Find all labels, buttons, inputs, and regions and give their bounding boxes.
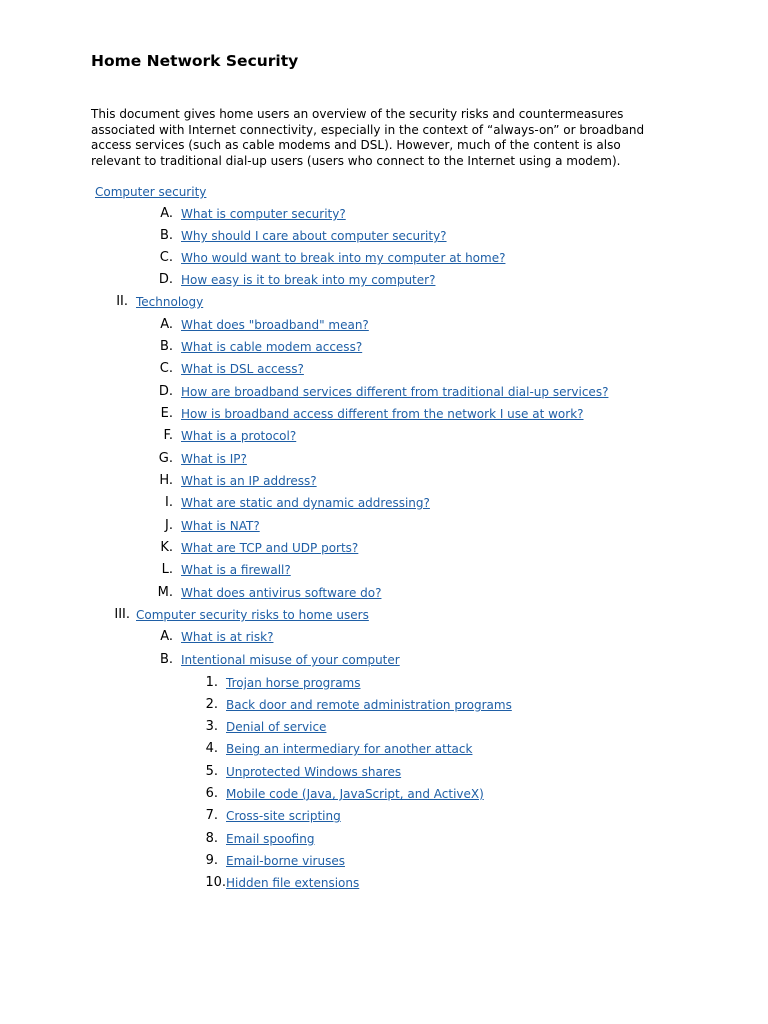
toc-item-marker: A.	[160, 206, 173, 221]
toc-subitem-link[interactable]: Back door and remote administration programs	[226, 698, 512, 712]
toc-subitem-link[interactable]: Unprotected Windows shares	[226, 765, 402, 779]
toc-item-link[interactable]: What does antivirus software do?	[181, 586, 382, 600]
toc-link-technology[interactable]: Technology	[136, 295, 204, 309]
toc-subitem-marker: 7.	[205, 808, 218, 823]
toc-item-marker: A.	[160, 317, 173, 332]
toc-item-marker: F.	[163, 428, 173, 443]
toc-item-marker: J.	[165, 518, 173, 533]
toc-item-link[interactable]: What is a protocol?	[181, 429, 297, 443]
toc-item-marker: D.	[158, 272, 173, 287]
toc-item-link[interactable]: How easy is it to break into my computer?	[181, 273, 436, 287]
intro-line: associated with Internet connectivity, especially in the context of “always-on” or broadband	[91, 122, 645, 137]
toc-link-risks[interactable]: Computer security risks to home users	[136, 608, 369, 622]
toc-item-link[interactable]: Who would want to break into my computer at home?	[181, 251, 506, 265]
toc-item-marker: B.	[159, 339, 173, 354]
toc-item-marker: C.	[159, 250, 173, 265]
toc-item-marker: K.	[160, 540, 173, 555]
toc-subitem-link[interactable]: Denial of service	[226, 720, 327, 734]
intro-line: This document gives home users an overview of the security risks and countermeasures	[91, 107, 624, 121]
toc-subitem-link[interactable]: Email-borne viruses	[226, 854, 345, 868]
toc-item-link[interactable]: What is NAT?	[181, 519, 260, 533]
toc-subitem-marker: 4.	[205, 741, 218, 756]
toc-link-computer-security[interactable]: Computer security	[95, 185, 207, 199]
toc-item-link[interactable]: What does "broadband" mean?	[181, 318, 369, 332]
intro-line: access services (such as cable modems and DSL). However, much of the content is also	[91, 138, 621, 152]
toc-subitem-link[interactable]: Hidden file extensions	[226, 876, 360, 890]
intro-line: relevant to traditional dial-up users (users who connect to the Internet using a modem).	[91, 153, 621, 168]
toc-item-link[interactable]: How is broadband access different from the network I use at work?	[181, 407, 584, 421]
toc-item-link[interactable]: What is IP?	[181, 452, 247, 466]
toc-item-marker: I.	[165, 495, 173, 510]
toc-item-marker: A.	[160, 629, 173, 644]
toc-subitem-marker: 10.	[205, 875, 226, 890]
toc-item-link[interactable]: What are static and dynamic addressing?	[181, 496, 430, 510]
toc-subitem-link[interactable]: Being an intermediary for another attack	[226, 742, 473, 756]
toc-item-link[interactable]: Why should I care about computer security?	[181, 229, 447, 243]
toc-item-link[interactable]: What is an IP address?	[181, 474, 317, 488]
toc-item-marker: D.	[158, 384, 173, 399]
toc-subitem-link[interactable]: Mobile code (Java, JavaScript, and ActiveX)	[226, 787, 484, 801]
toc-section-marker: II.	[116, 294, 128, 309]
toc-item-marker: C.	[159, 361, 173, 376]
toc-subitem-link[interactable]: Email spoofing	[226, 832, 315, 846]
toc-item-marker: H.	[159, 473, 173, 488]
toc-subitem-marker: 8.	[205, 831, 218, 846]
toc-subitem-link[interactable]: Cross-site scripting	[226, 809, 341, 823]
page-title: Home Network Security	[91, 52, 299, 70]
toc-subitem-link[interactable]: Trojan horse programs	[226, 676, 361, 690]
toc-item-link[interactable]: How are broadband services different from traditional dial-up services?	[181, 385, 609, 399]
toc-item-link[interactable]: What is DSL access?	[181, 362, 304, 376]
toc-subitem-marker: 2.	[205, 697, 218, 712]
toc-item-link[interactable]: What are TCP and UDP ports?	[181, 541, 359, 555]
toc-item-marker: E.	[160, 406, 173, 421]
toc-section-marker: III.	[114, 607, 130, 622]
toc-item-link[interactable]: What is computer security?	[181, 207, 346, 221]
toc-item-link[interactable]: What is at risk?	[181, 630, 274, 644]
toc-item-marker: G.	[158, 451, 173, 466]
toc-item-link[interactable]: What is a firewall?	[181, 563, 291, 577]
toc-item-link[interactable]: Intentional misuse of your computer	[181, 653, 400, 667]
toc-subitem-marker: 5.	[205, 764, 218, 779]
toc-subitem-marker: 9.	[205, 853, 218, 868]
toc-subitem-marker: 6.	[205, 786, 218, 801]
toc-item-marker: B.	[159, 652, 173, 667]
toc-item-marker: B.	[159, 228, 173, 243]
toc-subitem-marker: 3.	[205, 719, 218, 734]
toc-item-marker: M.	[157, 585, 173, 600]
toc-item-link[interactable]: What is cable modem access?	[181, 340, 363, 354]
toc-item-marker: L.	[161, 562, 173, 577]
toc-subitem-marker: 1.	[205, 675, 218, 690]
